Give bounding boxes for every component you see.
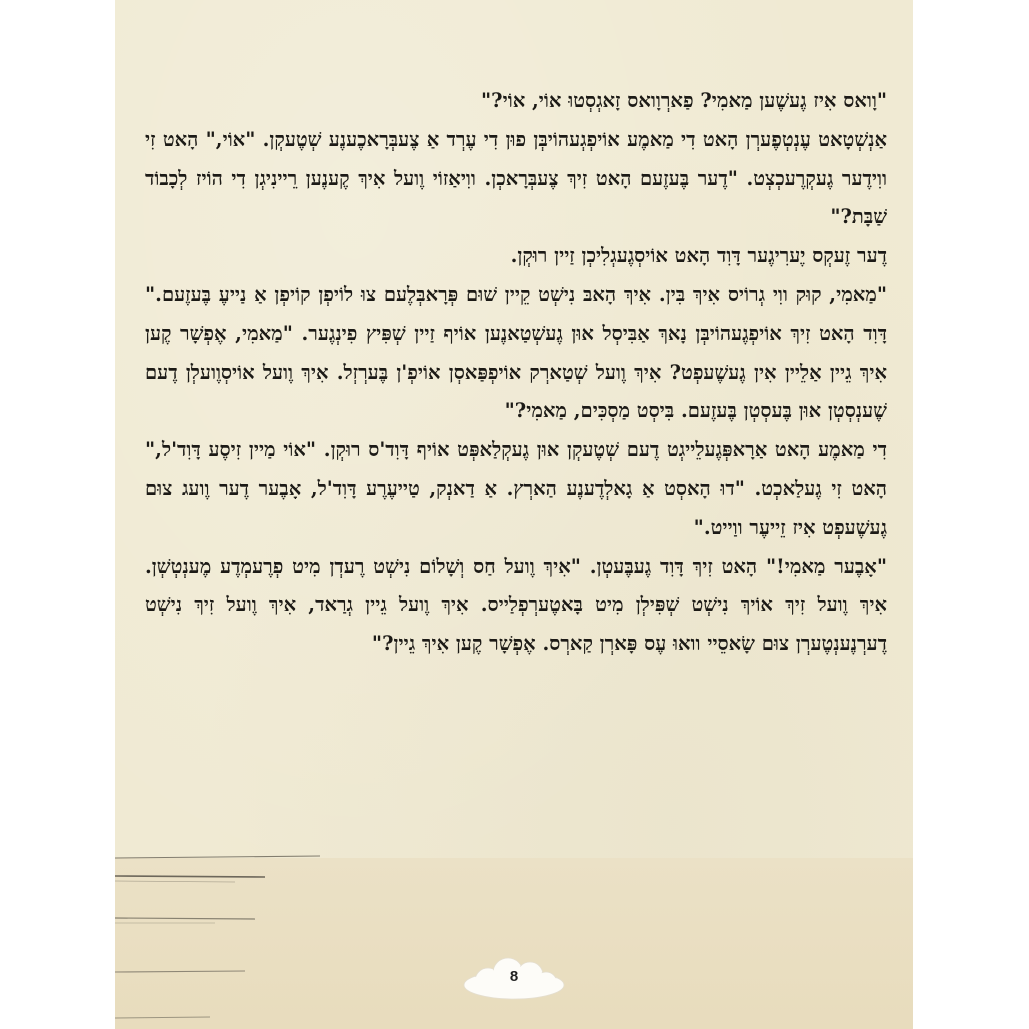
story-text xyxy=(145,82,887,664)
paragraph: "וָואס אִיז גֶעשֶׁען מַאמִי? פַארְוָואס זָאגְסְטוּ אוֹי, אוֹי?" xyxy=(481,89,887,112)
page-number: 8 xyxy=(509,968,519,985)
pencil-sketch-lines xyxy=(115,852,325,1029)
paragraph: דֶער זֶעקְס יֶערִיגֶער דָּוִד הָאט אוֹיסְגֶעגְלִיכְן זַיין רוּקְן. xyxy=(510,244,887,268)
paragraph: אַנְשְׁטָאט עֶנְטְפֶערְן הָאט דִי מַאמֶע אוֹיפְגְעהוֹיבְּן פוּן דִי עֶרְד אַ צֶעבְּרָאכֶענֶע שְׁטֶעקְן. "אוֹי," הָאט זִי ווִידֶער גֶעקְרֶעכְצְט. "דֶער בֶּעזֶעם הָאט זִיךְ צֶעבְּרָאכְן. ווִיאַזוֹי וֶועל אִיךְ קֶענֶען רֵיינִיגְן דִי הוֹיז לְכָבוֹד שַׁבָּת?" xyxy=(145,127,887,229)
paragraph: "אָבֶער מַאמִי!" הָאט זִיךְ דָּוִד גֶעבֶּעטְן. "אִיךְ וֶועל חַס וְשָׁלוֹם נִישְׁט רֶעדְן מִיט פְרֶעמְדֶע מֶענְטְשְׁן. אִיךְ וֶועל זִיךְ אוֹיךְ נִישְׁט שְׁפִּילְן מִיט בָּאטֶערְפְלַייס. אִיךְ וֶועל גֵיין גְרַאד, אִיךְ וֶועל זִיךְ נִישְׁט דֶערְנֶענְטֶערְן צוּם שָׂאסֵיי וואוּ עֶס פָּארְן קַארְס. אֶפְשָׁר קֶען אִיךְ גֵיין?" xyxy=(145,554,887,656)
paragraph: "מַאמִי, קוּק ווִי גְרוֹיס אִיךְ בִּין. אִיךְ הָאבּ נִישְׁט קֵיין שׁוּם פְּרָאבְּלֶעם צוּ לוֹיפְן קוֹיפְן אַ נַייעֶ בֶּעזֶעם." דָּוִד הָאט זִיךְ אוֹיפְגֶעהוֹיבְּן נָאךְ אַבִּיסְל אוּן גֶעשְׁטַאנֶען אוֹיף זַיין שְׁפִּיץ פִינְגֶער. "מַאמִי, אֶפְשָׁר קֶען אִיךְ גֵיין אַלֵיין אִין גֶעשֶׁעפְט? אִיךְ וֶועל שְׁטַארְק אוֹיפְפַּאסְן אוֹיפְ'ן בֶּערְזְל. אִיךְ וֶועל אוֹיסְוֶועלְן דֶעם שֶׁענְסְטְן אוּן בֶּעסְטְן בֶּעזֶעם. בִּיסְט מַסְכִּים, מַאמִי?" xyxy=(145,282,887,423)
paragraph: דִי מַאמֶע הָאט אַרָאפְּגֶעלֵייגְט דֶעם שְׁטֶעקְן אוּן גֶעקְלַאפְּט אוֹיף דָּוִד'ס רוּקְן. "אוֹי מַיין זִיסֶע דָּוִד'ל," הָאט זִי גֶעלַאכְט. "דוּ הָאסְט אַ גָאלְדֶענֶע הַארְץ. אַ דַאנְק, טַייעֶרֶע דָּוִד'ל, אָבֶער דֶער וֶועג צוּם גֶעשֶׁעפְט אִיז זֵייעֶר ווַייט." xyxy=(145,438,887,539)
